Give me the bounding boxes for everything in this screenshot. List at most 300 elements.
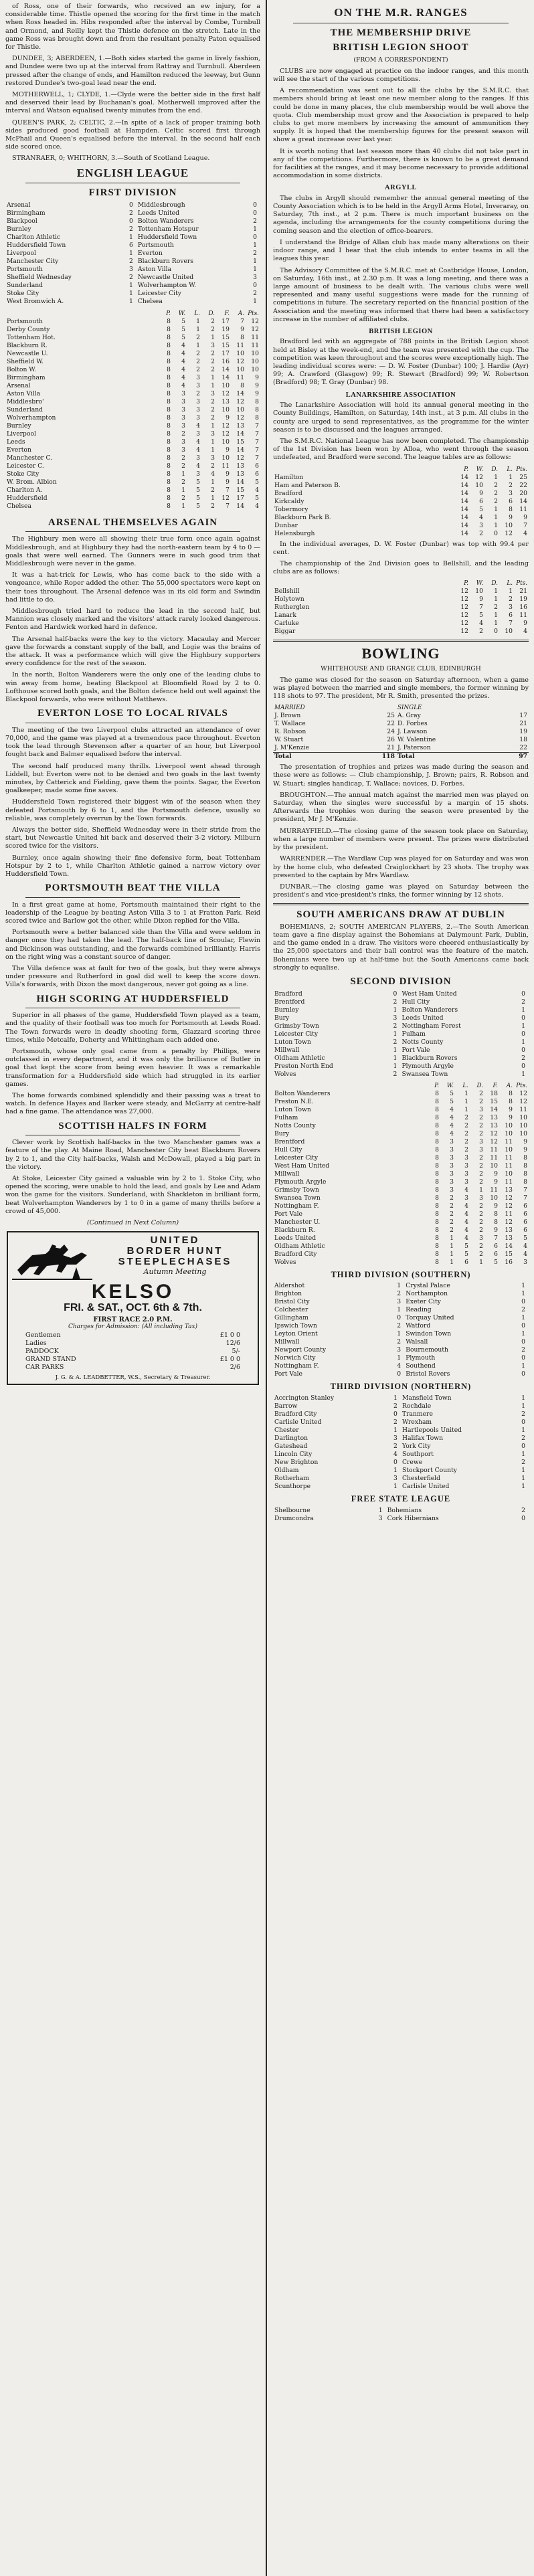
table-row [273,595,529,604]
team-name: Leeds [7,438,25,446]
table-row [273,1138,529,1146]
away-team: Stockport County [402,1467,457,1475]
table-row [273,1226,529,1234]
legion-subhead: BRITISH LEGION [369,327,433,335]
result-row [273,1330,529,1338]
stat-cell: 7 [479,604,483,612]
stat-cell: 18 [490,1089,498,1097]
table-row [273,1218,529,1226]
away-score: 1 [521,1330,525,1338]
stat-cell: 12 [221,494,230,502]
result-row [273,1459,529,1467]
result-row [273,1322,529,1330]
stat-cell: 8 [167,397,171,405]
home-team: Stoke City [7,289,39,297]
stat-cell: 12 [251,325,259,333]
ad-price-row [25,1356,240,1364]
stat-cell: 12 [251,317,259,325]
home-team: Huddersfield Town [7,241,66,249]
stat-cell: 2 [211,357,215,365]
stat-cell: 3 [464,1170,468,1178]
away-team: Torquay United [406,1314,454,1322]
stat-cell: 14 [221,373,230,381]
away-score: 1 [521,1290,525,1298]
result-row [273,1030,529,1038]
column-header: W. [476,466,483,473]
away-team: Reading [406,1306,432,1314]
table-row [5,502,260,511]
column-header [273,466,455,474]
stat-cell: 8 [167,430,171,438]
stat-cell: 14 [460,489,468,497]
stat-cell: 3 [211,341,215,349]
stat-cell: 13 [221,397,230,405]
home-team: Grimsby Town [274,1022,319,1030]
table-row [5,318,260,326]
report-paragraph: DUNDEE, 3; ABERDEEN, 1.—Both sides started the game in lively fashion, and Dundee were two up at the interval from Rattray and Turnbull. Aberdeen pressed after the change of ends, and Hamilton reduced the leeway, but Gunn restored Dundee's two-goal lead near the end. [5,55,260,87]
away-team: Newcastle United [137,273,194,281]
column-header: D. [476,1082,483,1089]
stat-cell: 4 [523,628,527,636]
home-team: Oldham Athletic [274,1054,325,1062]
away-team: Halifax Town [402,1435,444,1443]
home-score: 1 [378,1506,383,1514]
away-score: 1 [521,1070,525,1078]
stat-cell: 4 [523,1242,527,1250]
stat-cell: 8 [435,1250,439,1258]
stat-cell: 6 [464,1258,468,1266]
stat-cell: 6 [494,1242,498,1250]
table-row [273,490,529,498]
stat-cell: 7 [255,446,259,454]
column-header [5,310,157,318]
skip-name: Total [396,753,514,761]
article-paragraph: Superior in all phases of the game, Huddersfield Town played as a team, and the quality of their football was too much for Portsmouth at Leeds Road. The Town forwards were in deadly shooting form, Glazzard scoring three times, while Metcalfe, Doherty and Whittingham each added one. [5,1012,260,1044]
column-header: L. [462,1082,468,1089]
away-score: 0 [521,1443,525,1451]
third-north-heading: THIRD DIVISION (NORTHERN) [330,1382,472,1392]
stat-cell: 8 [167,462,171,470]
stat-cell: 8 [435,1178,439,1186]
stat-cell: 12 [460,620,468,628]
stat-cell: 3 [181,438,185,446]
stat-cell: 5 [464,1250,468,1258]
stat-cell: 4 [479,620,483,628]
table-row [5,422,260,430]
home-team: Norwich City [274,1354,316,1362]
stat-cell: 3 [450,1154,454,1162]
team-name: Swansea Town [274,1194,321,1202]
ad-price-label: CAR PARKS [25,1364,64,1372]
result-row [5,290,260,298]
away-score: 3 [253,273,257,281]
stat-cell: 5 [494,1258,498,1266]
result-row [5,209,260,217]
stat-cell: 1 [211,422,215,430]
away-score: 1 [521,1006,525,1014]
stat-cell: 9 [523,620,527,628]
scottish-heading: SCOTTISH HALFS IN FORM [58,1120,207,1131]
home-score: 1 [393,1467,397,1475]
stat-cell: 2 [479,1121,483,1129]
table-row [5,430,260,438]
stat-cell: 2 [494,497,498,505]
stat-cell: 8 [435,1129,439,1137]
stat-cell: 12 [475,473,483,481]
team-name: Wolverhampton [7,413,56,422]
article-paragraph: The Highbury men were all showing their true form once again against Middlesbrough, and at Highbury they had the north-eastern team by 4 to 0 — goals that were well earned. The Gunners were in such good trim that Middlesbrough were never in the game. [5,535,260,567]
result-row [5,201,260,209]
home-team: Nottingham F. [274,1362,319,1370]
stat-cell: 5 [181,317,185,325]
team-name: Preston N.E. [274,1097,314,1105]
table-row [273,506,529,514]
stat-cell: 10 [236,365,244,373]
team-name: Nottingham F. [274,1202,319,1210]
stat-cell: 5 [181,333,185,341]
stat-cell: 7 [226,502,230,510]
away-team: Leicester City [137,289,181,297]
stat-cell: 13 [505,1226,513,1234]
stat-cell: 2 [479,1113,483,1121]
away-score: 1 [521,1475,525,1483]
home-score: 2 [393,1022,397,1030]
right-column [269,0,534,2576]
stat-cell: 10 [505,1129,513,1137]
stat-cell: 5 [450,1097,454,1105]
home-score: 0 [393,990,397,998]
away-score: 2 [521,1346,525,1354]
stat-cell: 15 [236,486,244,494]
team-name: Rutherglen [274,604,310,612]
stat-cell: 5 [479,612,483,620]
ad-price-label: Gentlemen [25,1331,61,1340]
table-row [273,1114,529,1122]
home-score: 3 [378,1514,383,1522]
article-paragraph: A recommendation was sent out to all the clubs by the S.M.R.C. that members should bring at least one new member along to the ranges. If this could be done in many places, the club membership would be well above the quota. Club membership must grow and the Association is prepared to help clubs to get more members by increasing the amount of ammunition they supply. It is hoped that the membership figures for the present season will show a great increase over last year. [273,87,529,144]
away-team: Port Vale [402,1046,430,1054]
table-row [5,374,260,382]
stat-cell: 6 [479,497,483,505]
rink-score: 18 [519,736,527,744]
stat-cell: 11 [505,1178,513,1186]
team-name: Wolves [274,1258,296,1266]
result-row [273,1362,529,1370]
stat-cell: 9 [255,381,259,389]
result-row [273,1054,529,1063]
article-paragraph: CLUBS are now engaged at practice on the indoor ranges, and this month will see the start of the various competitions. [273,67,529,83]
home-score: 2 [397,1290,402,1298]
bowling-heading: BOWLING [361,645,440,662]
away-score: 1 [521,1022,525,1030]
home-score: 6 [128,241,133,249]
individual-paragraph: In the individual averages, D. W. Foster (Dunbar) was top with 99.4 per cent. [273,540,529,556]
home-team: Portsmouth [7,265,43,273]
stat-cell: 1 [494,513,498,521]
away-score: 2 [521,1410,525,1418]
result-row [273,1443,529,1451]
table-header-row [273,704,529,712]
article-paragraph: It is worth noting that last season more than 40 clubs did not take part in any of the competitions. Furthermore, there is known to be a great demand for facilities at the ranges, and it may become necessary to provide additional accommodation in some districts. [273,147,529,180]
result-row [273,1435,529,1443]
stat-cell: 2 [464,1121,468,1129]
team-name: Holytown [274,595,304,604]
column-divider [266,0,267,2576]
result-row [273,1394,529,1402]
away-team: Wrexham [402,1418,432,1427]
bowling-paragraph: The game was closed for the season on Saturday afternoon, when a game was played between the married and single members, the former winning by 118 shots to 97. The president, Mr R. Smith, presented the prizes. [273,676,529,701]
stat-cell: 14 [460,521,468,529]
stat-cell: 14 [460,481,468,489]
table-row [273,522,529,530]
rink-row [273,744,529,753]
stat-cell: 11 [519,505,527,513]
stat-cell: 5 [196,494,200,502]
stat-cell: 2 [211,462,215,470]
stat-cell: 8 [509,1097,513,1105]
stat-cell: 11 [251,341,259,349]
home-team: Bradford [274,990,302,998]
table-row [5,414,260,422]
stat-cell: 11 [505,1137,513,1145]
table-row [273,1146,529,1154]
away-team: Chesterfield [402,1475,440,1483]
south-americans-paragraph: BOHEMIANS, 2; SOUTH AMERICAN PLAYERS, 2.—The South American team gave a fine display against the Bohemians at Dalymount Park, Dublin, and the game ended in a draw. The visitors were cheered enthusiastically by the 25,000 spectators and their ball control was the feature of the match. Bohemians were two up at half-time but the South Americans came back strongly to equalise. [273,923,529,972]
stat-cell: 14 [505,1242,513,1250]
bowling-notes [273,763,529,899]
table-row [273,1154,529,1162]
away-score: 2 [521,1054,525,1062]
stat-cell: 2 [211,413,215,422]
article-paragraph: The Arsenal half-backs were the key to the victory. Macaulay and Mercer gave the forwards a constant supply of the ball, and Logie was the brains of the attack. It was a performance which will give the Highbury supporters every confidence for the rest of the season. [5,635,260,668]
stat-cell: 2 [479,1218,483,1226]
table-row [5,390,260,398]
team-name: Tottenham Hot. [7,333,56,341]
stat-cell: 14 [460,497,468,505]
table-row [273,530,529,538]
stat-cell: 9 [523,513,527,521]
stat-cell: 6 [494,1250,498,1258]
away-team: Hull City [402,998,430,1006]
team-name: Plymouth Argyle [274,1178,327,1186]
stat-cell: 8 [167,438,171,446]
table-row [5,350,260,358]
stat-cell: 2 [494,604,498,612]
stat-cell: 4 [181,341,185,349]
stat-cell: 12 [519,1097,527,1105]
column-header [514,704,529,712]
team-name: Newcastle U. [7,349,48,357]
home-score: 0 [128,201,133,209]
ad-price-value: £1 0 0 [219,1331,240,1340]
stat-cell: 9 [494,1170,498,1178]
stat-cell: 8 [435,1234,439,1242]
stat-cell: 2 [509,481,513,489]
table-header-row [273,579,529,587]
stat-cell: 7 [255,438,259,446]
column-header: D. [208,310,215,317]
home-team: Bristol City [274,1298,310,1306]
ad-price-label: GRAND STAND [25,1356,76,1364]
home-score: 2 [128,225,133,233]
ad-footer: J. G. & A. LEADBETTER, W.S., Secretary & Treasurer. [55,1374,211,1382]
team-name: Grimsby Town [274,1186,319,1194]
stat-cell: 2 [211,405,215,413]
stat-cell: 12 [505,1194,513,1202]
skip-name: J. Paterson [397,744,431,752]
column-header: A. [238,310,244,317]
stat-cell: 8 [167,325,171,333]
stat-cell: 3 [464,1194,468,1202]
ad-dates: FRI. & SAT., OCT. 6th & 7th. [64,1302,202,1314]
table-row [273,1130,529,1138]
stat-cell: 1 [464,1097,468,1105]
stat-cell: 1 [494,587,498,595]
team-name: Aston Villa [7,389,41,397]
rink-score: 22 [387,720,395,728]
stat-cell: 3 [181,405,185,413]
away-team: Portsmouth [137,241,174,249]
stat-cell: 4 [464,1226,468,1234]
home-team: Leicester City [274,1030,319,1038]
stat-cell: 8 [167,446,171,454]
article-paragraph: Burnley, once again showing their fine defensive form, beat Tottenham Hotspur by 2 to 1, while Charlton Athletic gained a narrow victory over Huddersfield Town. [5,854,260,878]
english-league-heading: ENGLISH LEAGUE [76,166,189,179]
stat-cell: 14 [460,505,468,513]
away-team: Cork Hibernians [387,1514,439,1522]
stat-cell: 12 [505,529,513,537]
stat-cell: 8 [167,341,171,349]
stat-cell: 12 [505,1202,513,1210]
result-row [273,1063,529,1071]
home-score: 0 [393,1410,397,1418]
result-row [273,1451,529,1459]
stat-cell: 4 [196,446,200,454]
table-row [273,1106,529,1114]
stat-cell: 7 [523,1194,527,1202]
stat-cell: 3 [181,446,185,454]
result-row [273,1071,529,1079]
stat-cell: 5 [181,325,185,333]
table-row [5,462,260,470]
team-name: Blackburn R. [7,341,48,349]
stat-cell: 10 [505,628,513,636]
stat-cell: 11 [519,612,527,620]
stat-cell: 8 [167,389,171,397]
stat-cell: 1 [196,341,200,349]
home-team: Preston North End [274,1062,333,1070]
column-header: P. [464,580,468,587]
skip-name: J. Brown [274,712,301,720]
stat-cell: 13 [490,1113,498,1121]
stat-cell: 8 [240,381,244,389]
column-header: A. [506,1082,513,1089]
stat-cell: 8 [435,1105,439,1113]
home-team: Leyton Orient [274,1330,318,1338]
report-paragraph: QUEEN'S PARK, 2; CELTIC, 2.—In spite of a lack of proper training both sides produced good football at Hampden. Celtic scored first through McPhail and Queen's equalised before the interval. In the second half each side scored once. [5,118,260,151]
table-row [5,494,260,502]
home-score: 4 [397,1362,402,1370]
stat-cell: 9 [523,1137,527,1145]
team-name: Luton Town [274,1105,311,1113]
column-header: SINGLE [397,705,422,712]
table-row [5,342,260,350]
home-score: 0 [397,1370,402,1378]
stat-cell: 2 [181,494,185,502]
table-header-row [273,1082,529,1090]
rink-row [273,728,529,736]
ad-price-value: 12/6 [226,1340,240,1348]
away-team: Exeter City [406,1298,441,1306]
home-team: Bradford City [274,1410,317,1418]
column-header: D. [491,466,498,473]
stat-cell: 3 [196,381,200,389]
home-team: Drumcondra [274,1514,314,1522]
stat-cell: 14 [519,497,527,505]
away-score: 0 [521,1298,525,1306]
stat-cell: 10 [251,365,259,373]
report-paragraph: MOTHERWELL, 1; CLYDE, 1.—Clyde were the better side in the first half and deserved their lead by Buchanan's goal. Motherwell improved after the interval and Watson equalised twenty minutes from the end. [5,91,260,115]
away-team: Huddersfield Town [137,233,197,241]
away-team: Fulham [402,1030,426,1038]
home-score: 2 [128,209,133,217]
away-team: Southport [402,1451,434,1459]
stat-cell: 6 [523,1202,527,1210]
column-header: Pts. [516,1082,527,1089]
stat-cell: 4 [450,1121,454,1129]
away-team: York City [402,1443,431,1451]
stat-cell: 4 [464,1186,468,1194]
stat-cell: 10 [490,1194,498,1202]
home-team: Sheffield Wednesday [7,273,72,281]
stat-cell: 2 [196,357,200,365]
stat-cell: 14 [490,1105,498,1113]
bowling-paragraph: MURRAYFIELD.—The closing game of the season took place on Saturday, when a large number of members were present. The prizes were distributed by the president. [273,827,529,852]
stat-cell: 7 [523,1186,527,1194]
stat-cell: 12 [490,1137,498,1145]
stat-cell: 10 [221,381,230,389]
away-team: Crewe [402,1459,423,1467]
stat-cell: 3 [181,422,185,430]
column-header: L. [507,580,513,587]
stat-cell: 16 [519,604,527,612]
stat-cell: 14 [460,529,468,537]
team-name: Fulham [274,1113,298,1121]
away-score: 0 [521,1338,525,1346]
stat-cell: 8 [240,333,244,341]
skip-name: W. Stuart [274,736,304,744]
stat-cell: 8 [435,1258,439,1266]
team-name: Chelsea [7,502,31,510]
rule [25,897,240,898]
stat-cell: 4 [255,486,259,494]
stat-cell: 3 [450,1145,454,1154]
stat-cell: 10 [505,1145,513,1154]
home-team: Barrow [274,1402,298,1410]
stat-cell: 2 [479,1202,483,1210]
away-team: Aston Villa [137,265,172,273]
away-team: Chelsea [137,297,163,305]
bowling-paragraph: BROUGHTON.—The annual match against the married men was played on Saturday, when the singles were successful by a margin of 15 shots. Afterwards the trophies won during the season were presented by the president, Mr J. M'Kenzie. [273,791,529,824]
stat-cell: 1 [211,478,215,486]
stat-cell: 1 [450,1258,454,1266]
stat-cell: 3 [211,389,215,397]
stat-cell: 13 [490,1121,498,1129]
stat-cell: 1 [181,502,185,510]
stat-cell: 2 [464,1129,468,1137]
stat-cell: 1 [196,325,200,333]
result-row [5,298,260,306]
